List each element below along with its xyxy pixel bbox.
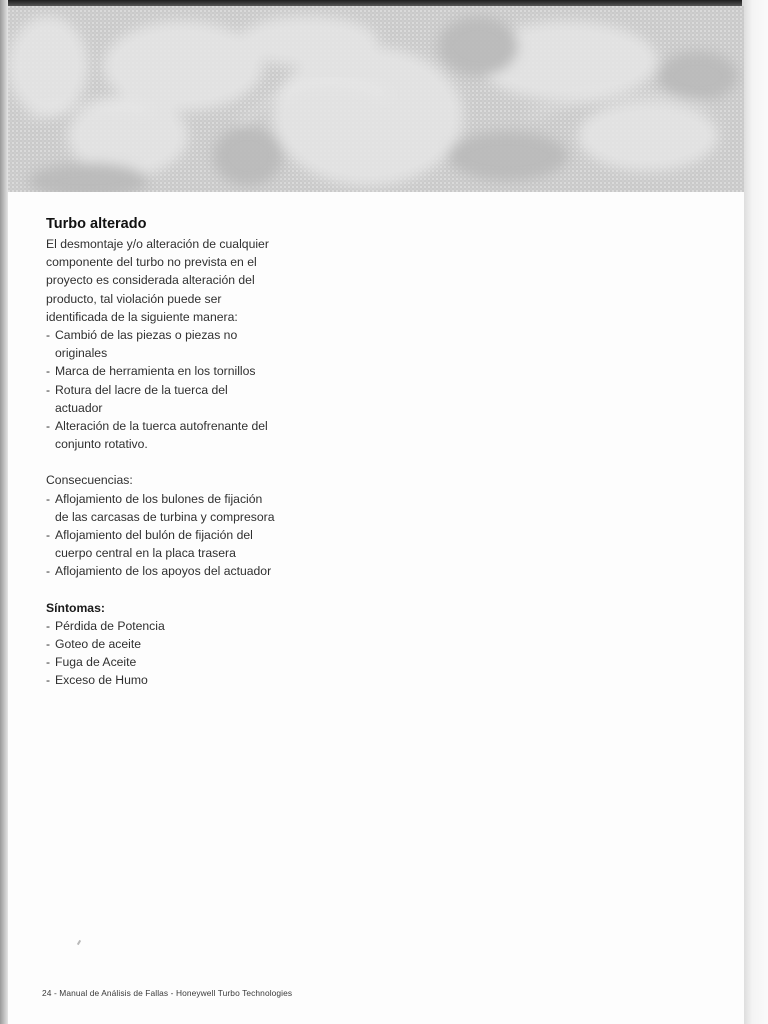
list-item: - Marca de herramienta en los tornillos bbox=[46, 364, 256, 379]
symptoms-list bbox=[46, 617, 276, 690]
list-item: - Aflojamiento de los apoyos del actuador bbox=[46, 564, 272, 579]
list-item: - Alteración de la tuerca autofrenante del conjunto rotativo. bbox=[46, 419, 268, 452]
list-item: - Exceso de Humo bbox=[46, 673, 148, 688]
intro-paragraph: El desmontaje y/o alteración de cualquier componente del turbo no prevista en el proyecto es considerada alteración del producto, tal violación puede ser identificada de la siguiente manera: bbox=[46, 237, 269, 324]
list-item: - Pérdida de Potencia bbox=[46, 618, 165, 633]
scan-left-edge bbox=[0, 0, 8, 1024]
spacer bbox=[46, 453, 276, 471]
document-page bbox=[8, 6, 744, 1024]
identification-list bbox=[46, 326, 276, 453]
consequences-list bbox=[46, 490, 276, 581]
banner-halftone-photo bbox=[8, 6, 744, 192]
header-banner-image bbox=[8, 6, 744, 192]
consequences-heading: Consecuencias: bbox=[46, 473, 133, 488]
spacer bbox=[46, 581, 276, 599]
list-item: - Aflojamiento de los bulones de fijación de las carcasas de turbina y compresora bbox=[46, 491, 275, 524]
scan-right-edge bbox=[742, 0, 768, 1024]
symptoms-heading: Síntomas: bbox=[46, 600, 105, 615]
list-item: - Rotura del lacre de la tuerca del actuador bbox=[46, 382, 228, 415]
list-item: - Goteo de aceite bbox=[46, 637, 142, 652]
scan-speck bbox=[77, 940, 81, 945]
list-item: - Cambió de las piezas o piezas no originales bbox=[46, 328, 238, 361]
text-column bbox=[46, 215, 276, 690]
list-item: - Fuga de Aceite bbox=[46, 655, 137, 670]
page-footer: 24 - Manual de Análisis de Fallas - Honeywell Turbo Technologies bbox=[42, 988, 293, 998]
list-item: - Aflojamiento del bulón de fijación del cuerpo central en la placa trasera bbox=[46, 528, 253, 561]
section-title: Turbo alterado bbox=[46, 216, 147, 232]
